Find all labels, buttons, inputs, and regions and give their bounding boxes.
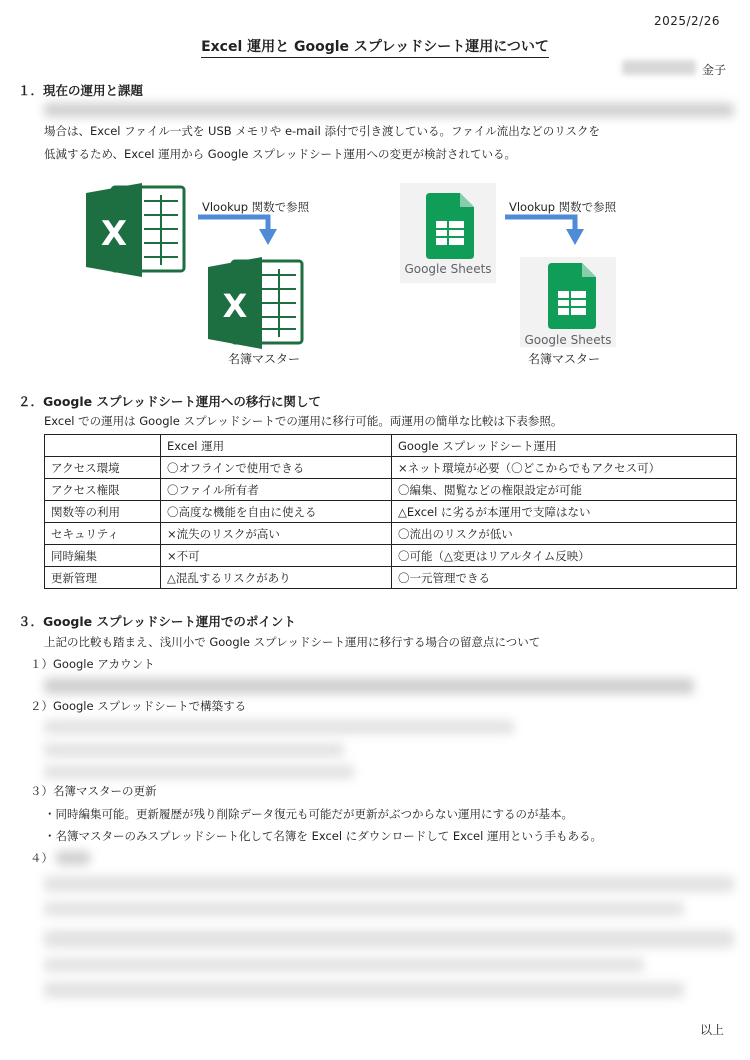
section3-item3: ３）名簿マスターの更新 xyxy=(30,784,157,798)
left-arrow-label: Vlookup 関数で参照 xyxy=(202,200,310,214)
document-title xyxy=(0,36,750,56)
section3-heading: ３．Google スプレッドシート運用でのポイント xyxy=(18,614,296,629)
section2-heading: ２．Google スプレッドシート運用への移行に関して xyxy=(18,394,321,409)
table-cell: ×不可 xyxy=(161,545,392,567)
section3-bullet1: ・同時編集可能。更新履歴が残り削除データ復元も可能だが更新がぶつからない運用にするのが基本。 xyxy=(44,807,573,821)
table-cell: ×流失のリスクが高い xyxy=(161,523,392,545)
excel-icon xyxy=(208,257,302,349)
google-sheets-label: Google Sheets xyxy=(524,333,612,347)
table-row xyxy=(45,567,737,589)
table-header-cell xyxy=(45,435,161,457)
google-sheets-label: Google Sheets xyxy=(404,262,492,276)
redacted-text xyxy=(44,982,684,998)
table-row xyxy=(45,479,737,501)
table-cell: 〇編集、閲覧などの権限設定が可能 xyxy=(392,479,737,501)
redacted-text xyxy=(44,930,734,948)
table-cell: アクセス権限 xyxy=(45,479,161,501)
table-header-row xyxy=(45,435,737,457)
section3-intro: 上記の比較も踏まえ、浅川小で Google スプレッドシート運用に移行する場合の留意点について xyxy=(44,635,541,649)
table-cell: 関数等の利用 xyxy=(45,501,161,523)
table-row xyxy=(45,457,737,479)
arrow-down-icon xyxy=(198,217,277,245)
redacted-text xyxy=(44,958,644,972)
redacted-text xyxy=(44,103,734,117)
section2-intro: Excel での運用は Google スプレッドシートでの運用に移行可能。両運用の簡単な比較は下表参照。 xyxy=(44,414,563,428)
redacted-text xyxy=(56,851,90,865)
document-title-text: Excel 運用と Google スプレッドシート運用について xyxy=(201,39,549,58)
comparison-table xyxy=(44,434,737,589)
table-cell: アクセス環境 xyxy=(45,457,161,479)
table-cell: 〇可能（△変更はリアルタイム反映） xyxy=(392,545,737,567)
redacted-text xyxy=(44,720,514,734)
table-cell: 同時編集 xyxy=(45,545,161,567)
document-date: 2025/2/26 xyxy=(653,14,720,28)
section3-bullet2: ・名簿マスターのみスプレッドシート化して名簿を Excel にダウンロードして Excel 運用という手もある。 xyxy=(44,829,602,843)
author-name: 金子 xyxy=(702,63,727,77)
section3-item2: ２）Google スプレッドシートで構築する xyxy=(30,699,247,713)
excel-letter: X xyxy=(100,214,128,254)
table-cell: 更新管理 xyxy=(45,567,161,589)
table-row xyxy=(45,545,737,567)
table-cell: 〇流出のリスクが低い xyxy=(392,523,737,545)
excel-icon xyxy=(86,183,184,277)
table-header-cell: Google スプレッドシート運用 xyxy=(392,435,737,457)
redacted-text xyxy=(44,765,354,779)
redacted-text xyxy=(44,876,734,892)
table-cell: 〇オフラインで使用できる xyxy=(161,457,392,479)
redacted-text xyxy=(44,743,344,757)
section1-line2: 低減するため、Excel 運用から Google スプレッドシート運用への変更が検討されている。 xyxy=(44,147,516,161)
table-cell: ×ネット環境が必要（〇どこからでもアクセス可） xyxy=(392,457,737,479)
section3-item1: １）Google アカウント xyxy=(30,657,155,671)
author-name-redacted xyxy=(622,60,696,75)
redacted-text xyxy=(44,902,684,916)
table-cell: △混乱するリスクがあり xyxy=(161,567,392,589)
table-row xyxy=(45,523,737,545)
left-caption: 名簿マスター xyxy=(228,352,301,366)
section1-line1: 場合は、Excel ファイル一式を USB メモリや e-mail 添付で引き渡している。ファイル流出などのリスクを xyxy=(44,124,601,138)
table-cell: 〇ファイル所有者 xyxy=(161,479,392,501)
table-cell: △Excel に劣るが本運用で支障はない xyxy=(392,501,737,523)
table-cell: 〇高度な機能を自由に使える xyxy=(161,501,392,523)
redacted-text xyxy=(44,678,694,694)
table-cell: 〇一元管理できる xyxy=(392,567,737,589)
right-caption: 名簿マスター xyxy=(528,352,601,366)
arrow-down-icon xyxy=(505,217,584,245)
section1-heading: １．現在の運用と課題 xyxy=(18,83,144,98)
end-mark: 以上 xyxy=(699,1023,724,1037)
workflow-diagram xyxy=(0,175,750,375)
table-row xyxy=(45,501,737,523)
table-cell: セキュリティ xyxy=(45,523,161,545)
table-header-cell: Excel 運用 xyxy=(161,435,392,457)
excel-letter: X xyxy=(222,287,248,325)
right-arrow-label: Vlookup 関数で参照 xyxy=(509,200,617,214)
section3-item4: ４） xyxy=(30,851,53,865)
